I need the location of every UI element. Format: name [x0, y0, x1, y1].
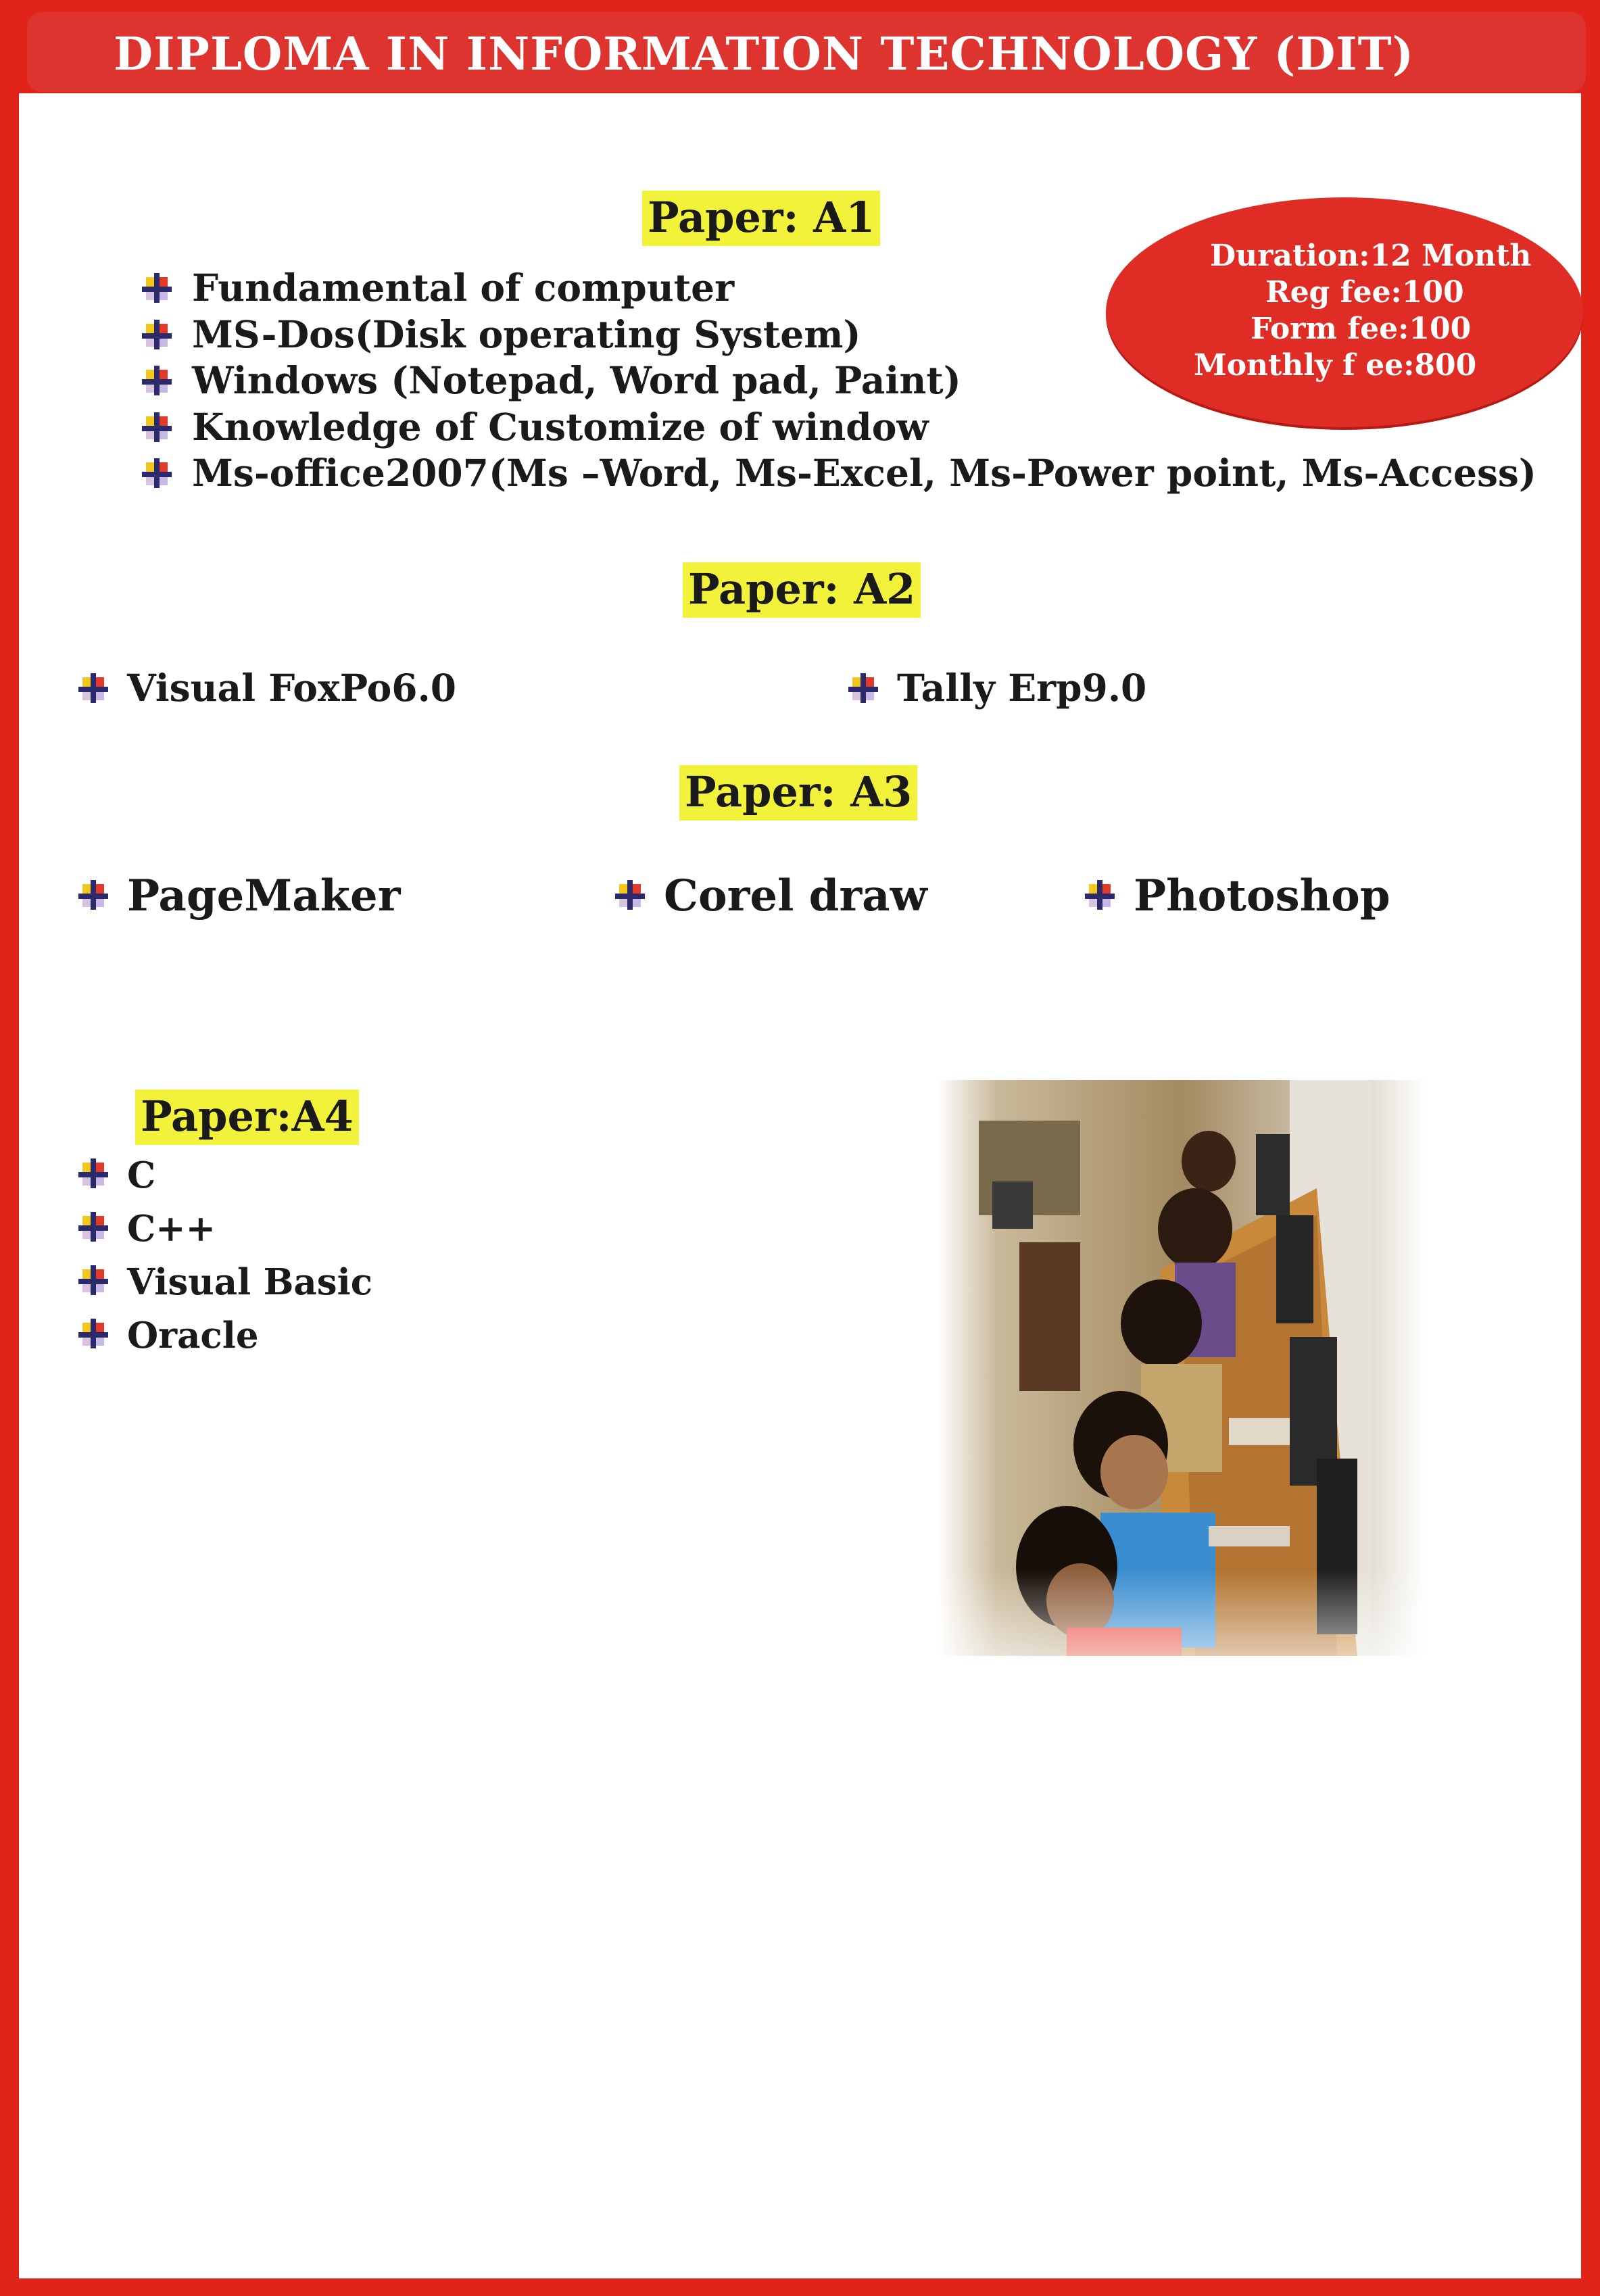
cross-bullet-icon — [142, 412, 172, 442]
list-item-label: Ms-office2007(Ms –Word, Ms-Excel, Ms-Power point, Ms-Access) — [192, 451, 1536, 495]
list-item-label: Tally Erp9.0 — [897, 666, 1147, 710]
list-item — [78, 1202, 372, 1256]
list-item-label: Fundamental of computer — [192, 266, 735, 310]
duration-text: Duration:12 Month — [1210, 239, 1532, 273]
paper-a1-list — [142, 265, 1536, 497]
list-item — [78, 1309, 372, 1363]
list-item — [142, 450, 1536, 497]
paper-a4-list — [78, 1149, 372, 1363]
list-item — [78, 1149, 372, 1202]
list-item — [78, 1256, 372, 1309]
header-bar — [0, 0, 1600, 93]
list-item-label: MS-Dos(Disk operating System) — [192, 312, 861, 356]
cross-bullet-icon — [78, 1212, 108, 1242]
list-item-label: Photoshop — [1134, 871, 1390, 921]
computer-lab-photo — [938, 1080, 1425, 1656]
list-item — [142, 404, 1536, 451]
cross-bullet-icon — [615, 880, 645, 910]
cross-bullet-icon — [78, 1158, 108, 1188]
cross-bullet-icon — [78, 1265, 108, 1295]
cross-bullet-icon — [142, 366, 172, 395]
list-item — [142, 358, 1536, 404]
list-item-label: C — [127, 1154, 156, 1196]
list-item — [1085, 872, 1390, 921]
list-item — [78, 668, 456, 708]
list-item-label: Oracle — [127, 1315, 259, 1357]
cross-bullet-icon — [848, 673, 878, 703]
paper-a3-title: Paper: A3 — [679, 765, 917, 821]
page-title: DIPLOMA IN INFORMATION TECHNOLOGY (DIT) — [114, 27, 1415, 80]
list-item — [615, 872, 927, 921]
form-fee-text: Form fee:100 — [1251, 312, 1472, 346]
cross-bullet-icon — [142, 320, 172, 349]
paper-a2-title: Paper: A2 — [683, 562, 921, 618]
cross-bullet-icon — [1085, 880, 1115, 910]
list-item — [142, 265, 1536, 312]
cross-bullet-icon — [78, 673, 108, 703]
list-item-label: Visual Basic — [127, 1261, 373, 1303]
monthly-fee-text: Monthly f ee:800 — [1194, 348, 1477, 383]
list-item — [848, 668, 1146, 708]
cross-bullet-icon — [78, 880, 108, 910]
cross-bullet-icon — [142, 458, 172, 488]
list-item-label: Knowledge of Customize of window — [192, 404, 929, 449]
cross-bullet-icon — [78, 1319, 108, 1348]
list-item-label: Corel draw — [664, 871, 927, 921]
reg-fee-text: Reg fee:100 — [1265, 275, 1464, 310]
list-item-label: C++ — [127, 1208, 216, 1250]
list-item — [142, 312, 1536, 358]
paper-a4-title: Paper:A4 — [135, 1090, 359, 1145]
list-item-label: PageMaker — [127, 871, 401, 921]
cross-bullet-icon — [142, 273, 172, 303]
list-item-label: Windows (Notepad, Word pad, Paint) — [192, 358, 961, 402]
paper-a1-title: Paper: A1 — [642, 191, 880, 246]
list-item — [78, 872, 400, 921]
list-item-label: Visual FoxPo6.0 — [127, 666, 456, 710]
